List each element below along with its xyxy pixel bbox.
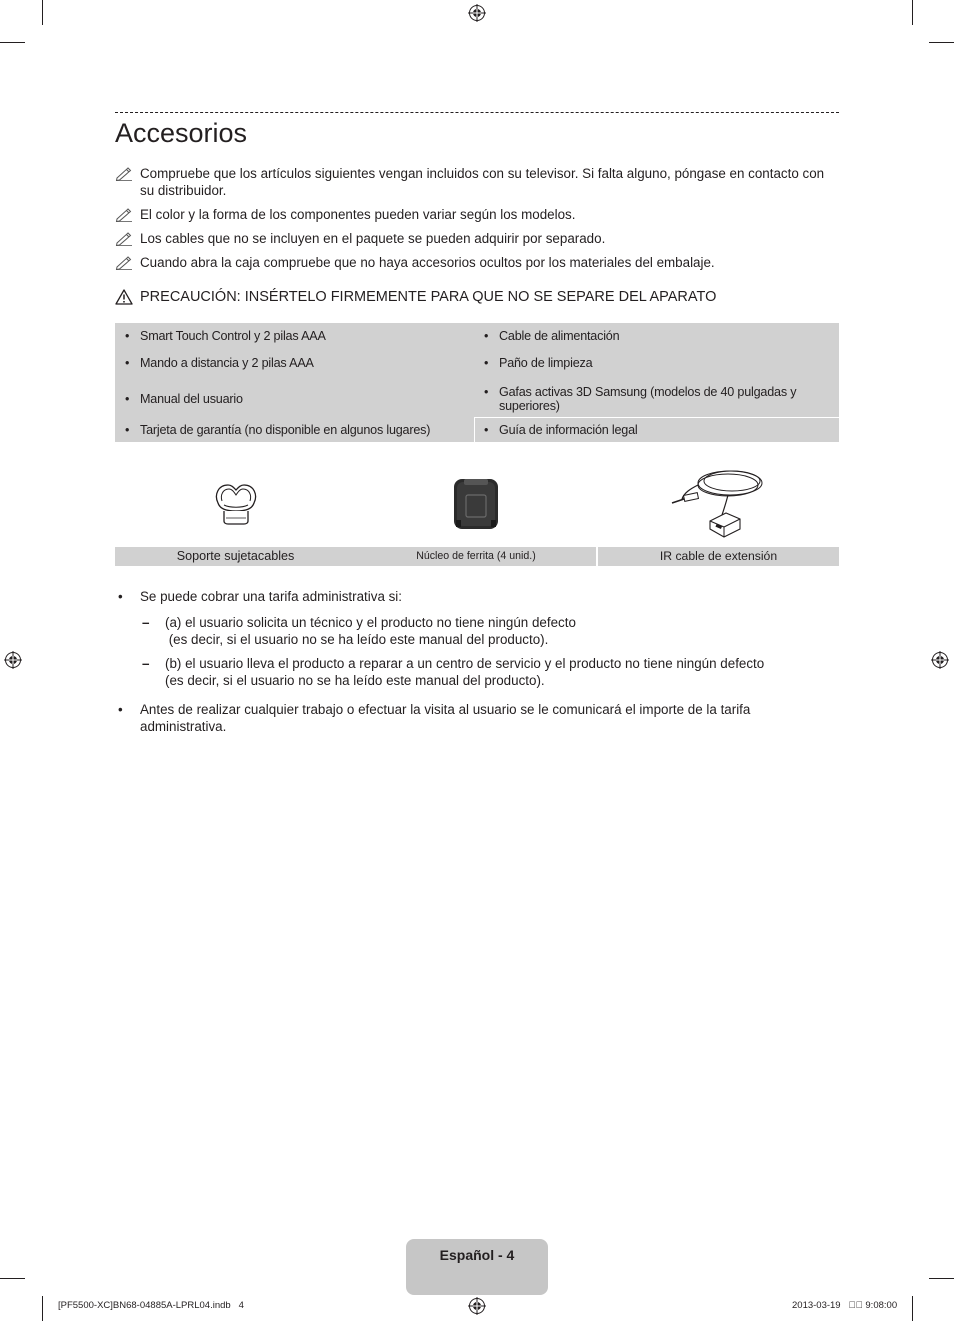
note-item [115,165,835,199]
note-text: El color y la forma de los componentes pueden variar según los modelos. [140,207,576,222]
ferrite-core-icon [452,477,500,531]
bullet: • [484,356,489,370]
print-slug-right: 2013-03-19 ￿￿ 9:08:00 [792,1300,898,1311]
note-item [115,230,835,247]
dash: – [142,615,150,630]
note-text: Los cables que no se incluyen en el paquete se pueden adquirir por separado. [140,231,606,246]
registration-mark-icon [4,651,22,669]
accessory-name: Guía de información legal [499,423,638,437]
bullet: • [484,329,489,343]
dash: – [142,656,150,671]
page-title: Accesorios [115,118,248,148]
crop-mark [0,1278,25,1279]
fee-notice: Antes de realizar cualquier trabajo o efectuar la visita al usuario se le comunicará el importe de la tarifa administrativa. [140,702,751,734]
image-captions [115,547,839,566]
pencil-note-icon [115,230,133,246]
page-number-tab [406,1239,548,1295]
fee-item-line: (a) el usuario solicita un técnico y el producto no tiene ningún defecto [165,615,576,630]
print-slug-left: [PF5500-XC]BN68-04885A-LPRL04.indb 4 [58,1300,244,1311]
bullet: • [118,702,123,717]
image-caption: Núcleo de ferrita (4 unid.) [416,550,536,562]
image-caption: Soporte sujetacables [176,549,295,563]
ir-extension-cable-icon [668,461,768,543]
registration-mark-icon [468,1297,486,1315]
fee-intro: Se puede cobrar una tarifa administrativa si: [140,589,403,604]
list-item [115,655,835,689]
registration-mark-icon [468,4,486,22]
accessories-table [115,323,839,442]
cable-holder-icon [212,481,260,527]
list-item [115,614,835,648]
pencil-note-icon [115,254,133,270]
crop-mark [929,42,954,43]
image-caption: IR cable de extensión [659,549,778,563]
bullet: • [125,329,130,343]
bullet: • [125,423,130,437]
crop-mark [912,0,913,25]
list-item [115,701,835,735]
bullet: • [118,589,123,604]
fee-item-line: (b) el usuario lleva el producto a reparar a un centro de servicio y el producto no tiene ningún defecto [165,656,765,671]
pencil-note-icon [115,206,133,222]
section-divider [115,112,839,113]
accessory-name: Cable de alimentación [499,329,620,343]
accessory-name: Paño de limpieza [499,356,593,370]
bullet: • [125,392,130,406]
registration-mark-icon [931,651,949,669]
pencil-note-icon [115,165,133,181]
crop-mark [912,1296,913,1321]
bullet: • [484,423,489,437]
table-row-divider [475,417,839,418]
note-text: Cuando abra la caja compruebe que no haya accesorios ocultos por los materiales del embalaje. [140,255,715,270]
accessory-name: Gafas activas 3D Samsung (modelos de 40 pulgadas y superiores) [499,385,797,413]
table-cell-divider [474,417,475,442]
list-item [115,588,835,605]
accessory-name: Mando a distancia y 2 pilas AAA [140,356,314,370]
fee-item-line: (es decir, si el usuario no se ha leído este manual del producto). [165,632,549,647]
crop-mark [42,1296,43,1321]
warning-triangle-icon [115,289,133,305]
note-text: Compruebe que los artículos siguientes vengan incluidos con su televisor. Si falta alguno, póngase en contacto con su distribuidor. [140,166,825,198]
crop-mark [929,1278,954,1279]
accessory-name: Smart Touch Control y 2 pilas AAA [140,329,326,343]
accessory-name: Tarjeta de garantía (no disponible en algunos lugares) [140,423,431,437]
crop-mark [42,0,43,25]
caution-text: PRECAUCIÓN: INSÉRTELO FIRMEMENTE PARA QUE NO SE SEPARE DEL APARATO [140,289,717,305]
crop-mark [0,42,25,43]
bullet: • [484,385,489,399]
note-item [115,254,835,271]
fee-item-line: (es decir, si el usuario no se ha leído este manual del producto). [165,673,545,688]
note-item [115,206,835,223]
accessory-name: Manual del usuario [140,392,243,406]
page-number: Español - 4 [439,1247,515,1263]
bullet: • [125,356,130,370]
